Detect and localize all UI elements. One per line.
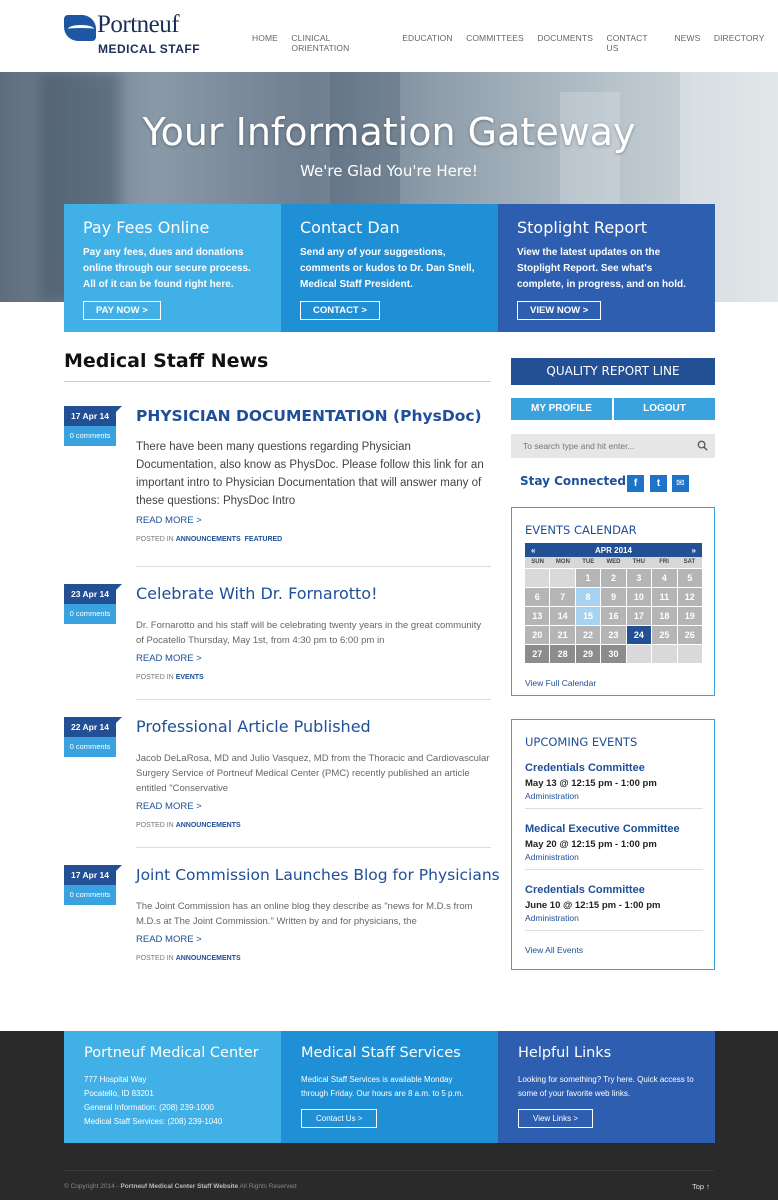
events-calendar-widget [511,507,715,696]
footer-line: Pocatello, ID 83201 [84,1089,154,1098]
back-to-top-link[interactable]: Top ↑ [692,1182,710,1191]
calendar-day[interactable]: 18 [652,607,676,625]
event-category-link[interactable]: Administration [525,913,579,923]
calendar-day[interactable]: 2 [601,569,625,587]
copyright-site-link[interactable]: Portneuf Medical Center Staff Website [120,1183,239,1190]
post-excerpt: Jacob DeLaRosa, MD and Julio Vasquez, MD from the Thoracic and Cardiovascular Surgery Service of Portneuf Medical Center (PMC) recently published an article entitled "Conservative [136,753,490,794]
calendar-day[interactable]: 13 [525,607,549,625]
calendar-day[interactable]: 29 [576,645,600,663]
footer-box-title: Portneuf Medical Center [84,1045,259,1061]
footer-line: Medical Staff Services is available Monday [301,1075,453,1084]
calendar-day[interactable]: 21 [550,626,574,644]
calendar-day[interactable]: 22 [576,626,600,644]
footer-line: General Information: (208) 239-1000 [84,1103,214,1112]
post-divider [136,566,491,567]
calendar-day[interactable]: 23 [601,626,625,644]
post-divider [136,847,491,848]
post-date: 22 Apr 14 [64,717,116,737]
posted-in-label: POSTED IN [136,955,174,962]
post-comments-link[interactable]: 0 comments [64,604,116,624]
event-time: May 13 @ 12:15 pm - 1:00 pm [525,778,657,789]
calendar-day[interactable]: 4 [652,569,676,587]
event-divider [525,930,703,931]
nav-clinical-orientation[interactable]: CLINICAL ORIENTATION [291,33,350,53]
site-footer [0,1031,778,1200]
footer-box-helpful-links [498,1031,715,1143]
logo-subtitle: MEDICAL STAFF [98,42,201,56]
calendar-day[interactable]: 9 [601,588,625,606]
post-excerpt: The Joint Commission has an online blog they describe as "news for M.D.s from M.D.s at The Joint Commission." Written by and for physicians, the [136,901,473,927]
calendar-prev-icon[interactable]: « [531,545,536,555]
footer-line: Looking for something? Try here. Quick access to [518,1075,694,1084]
stay-connected-label: Stay Connected [520,474,626,488]
email-icon[interactable]: ✉ [672,475,689,492]
event-title-link[interactable]: Credentials Committee [525,884,645,896]
post-date: 17 Apr 14 [64,865,116,885]
posted-in-label: POSTED IN [136,536,174,543]
cta-title: Pay Fees Online [83,218,210,237]
logout-button[interactable]: LOGOUT [614,398,715,420]
post-title-link[interactable]: Professional Article Published [136,717,371,736]
site-logo[interactable] [64,13,204,59]
event-divider [525,808,703,809]
post-categories [136,536,491,543]
calendar-empty-cell [525,569,549,587]
footer-box-staff-services [281,1031,498,1143]
calendar-day[interactable]: 12 [678,588,702,606]
footer-line: some of your favorite web links. [518,1089,631,1098]
cta-contact-dan [281,204,498,332]
calendar-day[interactable]: 17 [627,607,651,625]
upcoming-events-widget [511,719,715,970]
calendar-day[interactable]: 19 [678,607,702,625]
category-link[interactable]: FEATURED [244,536,283,543]
view-full-calendar-link[interactable]: View Full Calendar [525,678,597,688]
event-time: June 10 @ 12:15 pm - 1:00 pm [525,900,661,911]
cta-stoplight-report [498,204,715,332]
read-more-link[interactable]: READ MORE > [136,653,202,664]
calendar-weekday: TUE [582,559,595,565]
contact-button[interactable]: CONTACT > [300,301,380,320]
post-comments-link[interactable]: 0 comments [64,885,116,905]
calendar-day[interactable]: 25 [652,626,676,644]
post-title-link[interactable]: Celebrate With Dr. Fornarotto! [136,584,378,603]
calendar-weekday: THU [632,559,645,565]
post-comments-link[interactable]: 0 comments [64,737,116,757]
main-nav [252,33,778,53]
cta-text: View the latest updates on the Stoplight Report. See what's complete, in progress, and on hold. [517,247,686,290]
event-item [525,880,703,923]
calendar-day[interactable]: 14 [550,607,574,625]
my-profile-button[interactable]: MY PROFILE [511,398,613,420]
calendar-day[interactable]: 26 [678,626,702,644]
calendar-next-icon[interactable]: » [691,545,696,555]
contact-us-button[interactable]: Contact Us > [301,1109,377,1128]
nav-contact-us[interactable]: CONTACT US [606,33,648,53]
calendar-empty-cell [550,569,574,587]
view-now-button[interactable]: VIEW NOW > [517,301,601,320]
nav-committees[interactable]: COMMITTEES [466,33,524,43]
calendar-weekday: WED [606,559,621,565]
logo-name: Portneuf [97,11,180,38]
post-excerpt: Dr. Fornarotto and his staff will be celebrating twenty years in the great community of Pocatello Thursday, May 1st, from 4:30 pm to 6:00 pm in [136,620,482,646]
footer-box-title: Helpful Links [518,1045,612,1061]
calendar-day[interactable]: 7 [550,588,574,606]
nav-education[interactable]: EDUCATION [402,33,453,43]
site-header [0,0,778,72]
event-divider [525,869,703,870]
read-more-link[interactable]: READ MORE > [136,515,202,526]
event-item [525,819,703,862]
hero-subtitle: We're Glad You're Here! [300,162,478,180]
event-time: May 20 @ 12:15 pm - 1:00 pm [525,839,657,850]
twitter-icon[interactable]: t [650,475,667,492]
post-categories [136,822,491,829]
calendar [525,543,702,663]
view-all-events-link[interactable]: View All Events [525,945,583,955]
post-divider [136,699,491,700]
copyright-suffix: All Rights Reserved [239,1183,297,1190]
hero-title: Your Information Gateway [142,110,636,154]
pay-now-button[interactable]: PAY NOW > [83,301,161,320]
nav-home[interactable]: HOME [252,33,278,43]
calendar-weekday: SUN [531,559,544,565]
quality-report-line-button[interactable]: QUALITY REPORT LINE [511,358,715,385]
read-more-link[interactable]: READ MORE > [136,801,202,812]
footer-box-title: Medical Staff Services [301,1045,461,1061]
calendar-day[interactable]: 27 [525,645,549,663]
post-categories [136,674,491,681]
calendar-day[interactable]: 24 [627,626,651,644]
nav-news[interactable]: NEWS [674,33,701,43]
event-category-link[interactable]: Administration [525,852,579,862]
search-icon[interactable] [697,440,708,451]
footer-line: Medical Staff Services: (208) 239-1040 [84,1117,223,1126]
post-date: 17 Apr 14 [64,406,116,426]
calendar-weekday: SAT [683,559,696,565]
calendar-day[interactable]: 10 [627,588,651,606]
category-link[interactable]: EVENTS [175,674,204,681]
calendar-day[interactable]: 5 [678,569,702,587]
event-title-link[interactable]: Medical Executive Committee [525,823,680,835]
calendar-day[interactable]: 8 [576,588,600,606]
event-title-link[interactable]: Credentials Committee [525,762,645,774]
logo-mark-icon [64,15,96,41]
category-link[interactable]: ANNOUNCEMENTS [175,822,241,829]
news-section [64,350,500,962]
cta-title: Contact Dan [300,218,400,237]
cta-text: Pay any fees, dues and donations online through our secure process. All of it can be found right here. [83,247,251,290]
calendar-empty-cell [678,645,702,663]
calendar-empty-cell [627,645,651,663]
read-more-link[interactable]: READ MORE > [136,934,202,945]
copyright-prefix: © Copyright 2014 - [64,1183,119,1190]
footer-line: 777 Hospital Way [84,1075,147,1084]
nav-directory[interactable]: DIRECTORY [713,33,765,43]
calendar-day[interactable]: 6 [525,588,549,606]
post-comments-link[interactable]: 0 comments [64,426,116,446]
search-box [511,434,715,458]
post-title-link[interactable]: Joint Commission Launches Blog for Physicians [136,866,500,884]
calendar-weekday: FRI [659,559,669,565]
cta-pay-fees [64,204,281,332]
cta-text: Send any of your suggestions, comments or kudos to Dr. Dan Snell, Medical Staff President. [300,247,475,290]
calendar-day[interactable]: 1 [576,569,600,587]
copyright [64,1183,297,1190]
news-section-title: Medical Staff News [64,350,491,382]
event-item [525,758,703,801]
facebook-icon[interactable]: f [627,475,644,492]
calendar-day[interactable]: 15 [576,607,600,625]
calendar-day[interactable]: 30 [601,645,625,663]
category-link[interactable]: ANNOUNCEMENTS [175,955,241,962]
post-title-link[interactable]: PHYSICIAN DOCUMENTATION (PhysDoc) [136,407,482,425]
post-excerpt: There have been many questions regarding Physician Documentation, also know as PhysDoc. Please follow this link for an important intro to Physician Documentation that will answer many of these questions: PhysDoc Intro [136,441,484,507]
post-date: 23 Apr 14 [64,584,116,604]
posted-in-label: POSTED IN [136,822,174,829]
category-link[interactable]: ANNOUNCEMENTS [175,536,241,543]
calendar-weekday: MON [555,559,570,565]
calendar-day[interactable]: 20 [525,626,549,644]
search-input[interactable] [523,434,693,458]
calendar-day[interactable]: 3 [627,569,651,587]
posted-in-label: POSTED IN [136,674,174,681]
calendar-day[interactable]: 11 [652,588,676,606]
event-category-link[interactable]: Administration [525,791,579,801]
calendar-month: APR 2014 [595,545,632,555]
calendar-day[interactable]: 16 [601,607,625,625]
post-categories [136,955,491,962]
calendar-day[interactable]: 28 [550,645,574,663]
footer-line: through Friday. Our hours are 8 a.m. to 5 p.m. [301,1089,464,1098]
footer-divider [64,1170,714,1171]
nav-documents[interactable]: DOCUMENTS [537,33,593,43]
cta-title: Stoplight Report [517,218,647,237]
widget-title: UPCOMING EVENTS [525,735,638,749]
calendar-empty-cell [652,645,676,663]
widget-title: EVENTS CALENDAR [525,523,637,537]
view-links-button[interactable]: View Links > [518,1109,593,1128]
footer-box-contact [64,1031,281,1143]
